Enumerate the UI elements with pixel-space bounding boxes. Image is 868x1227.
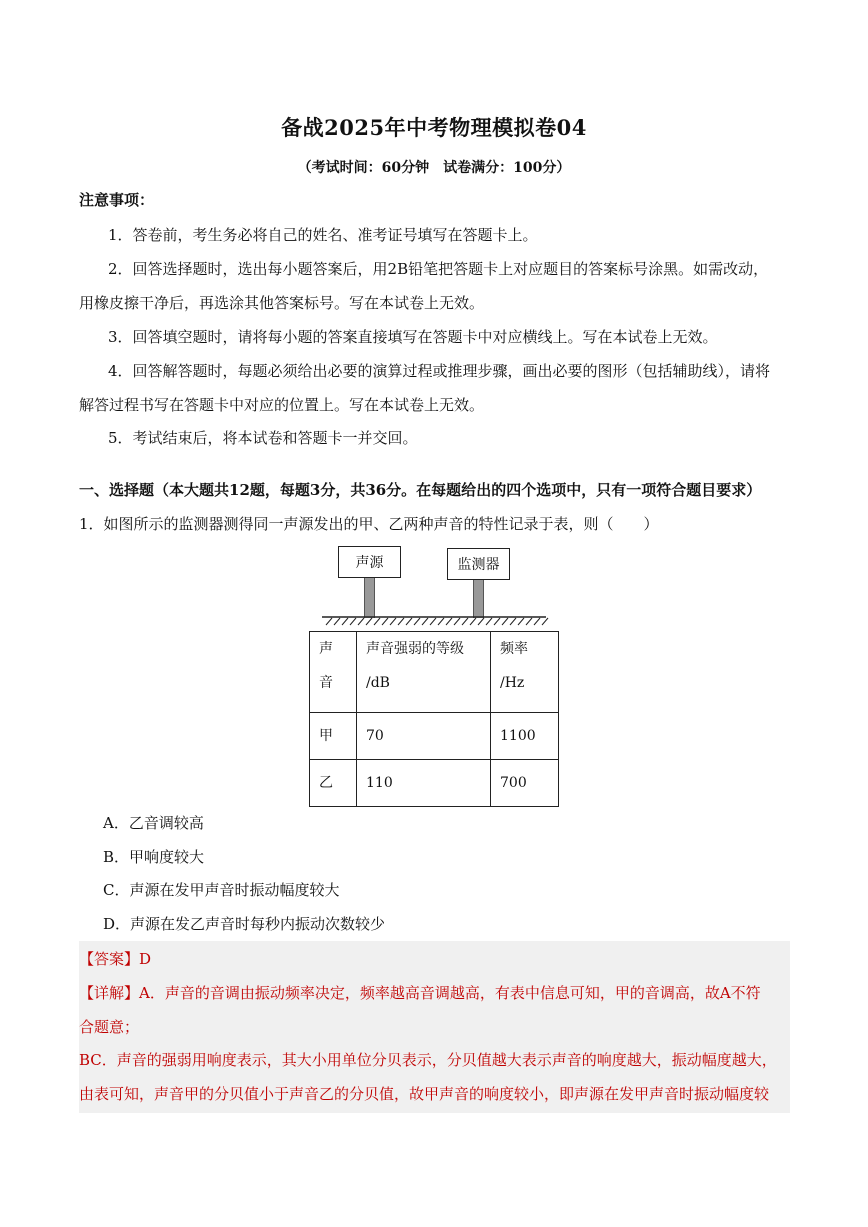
header-cell-level: [357, 632, 491, 713]
header-frequency-line-1: 频率: [500, 641, 528, 657]
source-stand: [364, 578, 375, 618]
sound-source-box: 声源: [338, 546, 401, 578]
notice-item-4: 4．回答解答题时，每题必须给出必要的演算过程或推理步骤，画出必要的图形（包括辅助线），请将: [108, 362, 771, 380]
answer-detail-line-1: 【详解】A．声音的音调由振动频率决定，频率越高音调越高，有表中信息可知，甲的音调高，故A不符: [79, 984, 761, 1002]
monitor-diagram: [318, 540, 558, 626]
page-title: 备战2025年中考物理模拟卷04: [281, 115, 587, 140]
table-row: [310, 713, 559, 760]
notice-item-2-cont: 用橡皮擦干净后，再选涂其他答案标号。写在本试卷上无效。: [79, 294, 485, 312]
table-header-row: [310, 632, 559, 713]
notice-item-3: 3．回答填空题时，请将每小题的答案直接填写在答题卡中对应横线上。写在本试卷上无效。: [108, 328, 718, 346]
question-1-stem: 1．如图所示的监测器测得同一声源发出的甲、乙两种声音的特性记录于表，则（ ）: [79, 515, 659, 533]
header-sound-line-1: 声: [319, 641, 333, 657]
notice-item-1: 1．答卷前，考生务必将自己的姓名、准考证号填写在答题卡上。: [108, 226, 538, 244]
answer-label: 【答案】D: [79, 950, 152, 968]
section-heading: 一、选择题（本大题共12题，每题3分，共36分。在每题给出的四个选项中，只有一项符合题目要求）: [79, 481, 762, 499]
monitor-stand: [473, 580, 484, 618]
header-cell-sound: [310, 632, 357, 713]
header-cell-frequency: [491, 632, 559, 713]
table-cell: 110: [357, 760, 491, 807]
exam-info: （考试时间：60分钟 试卷满分：100分）: [297, 160, 571, 176]
option-c: C．声源在发甲声音时振动幅度较大: [103, 881, 340, 899]
header-level-line-2: /dB: [366, 675, 390, 691]
table-cell: 70: [357, 713, 491, 760]
ground-hatch: [318, 616, 558, 626]
answer-detail-line-2: 合题意；: [79, 1018, 140, 1036]
answer-detail-line-3: BC．声音的强弱用响度表示，其大小用单位分贝表示，分贝值越大表示声音的响度越大，振动幅度越大，: [79, 1051, 777, 1069]
table-row: [310, 760, 559, 807]
header-level-line-1: 声音强弱的等级: [366, 641, 464, 657]
sound-data-table: [309, 631, 559, 807]
table-cell: 甲: [310, 713, 357, 760]
table-cell: 乙: [310, 760, 357, 807]
table-cell: 700: [491, 760, 559, 807]
option-b: B．甲响度较大: [103, 848, 205, 866]
monitor-box: 监测器: [447, 548, 510, 580]
notice-heading: 注意事项：: [79, 191, 155, 209]
option-d: D．声源在发乙声音时每秒内振动次数较少: [103, 915, 386, 933]
notice-item-5: 5．考试结束后，将本试卷和答题卡一并交回。: [108, 429, 418, 447]
notice-item-4-cont: 解答过程书写在答题卡中对应的位置上。写在本试卷上无效。: [79, 396, 485, 414]
header-sound-line-2: 音: [319, 675, 333, 691]
table-cell: 1100: [491, 713, 559, 760]
option-a: A．乙音调较高: [103, 814, 204, 832]
answer-detail-line-4: 由表可知，声音甲的分贝值小于声音乙的分贝值，故甲声音的响度较小，即声源在发甲声音时振动幅度较: [79, 1085, 770, 1103]
header-frequency-line-2: /Hz: [500, 675, 525, 691]
notice-item-2: 2．回答选择题时，选出每小题答案后，用2B铅笔把答题卡上对应题目的答案标号涂黑。如需改动，: [108, 260, 769, 278]
